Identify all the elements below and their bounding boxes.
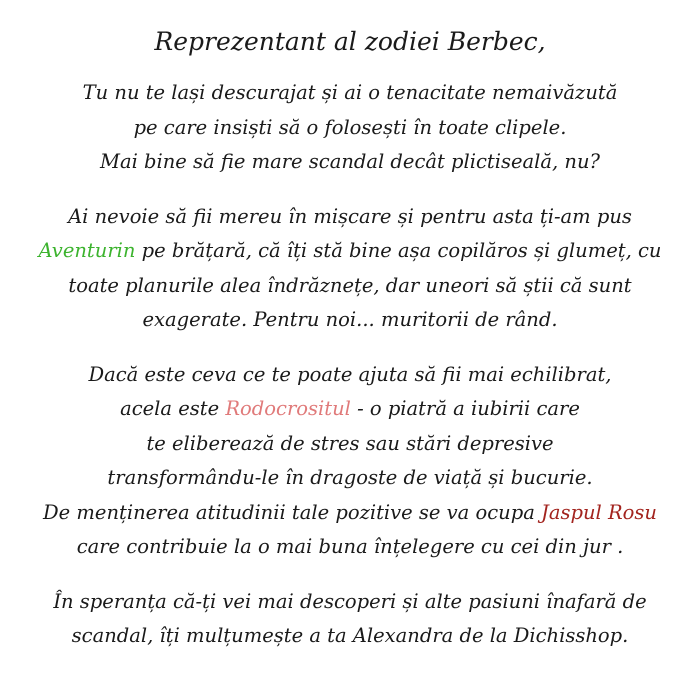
text-line: scandal, îți mulțumește a ta Alexandra de la Dichisshop. bbox=[71, 624, 629, 647]
text-line bbox=[0, 392, 700, 427]
text-line bbox=[0, 234, 700, 269]
text-line: exagerate. Pentru noi... muritorii de rând. bbox=[142, 308, 558, 331]
paragraph-rodocrosit bbox=[0, 358, 700, 565]
paragraph-intro bbox=[0, 76, 700, 180]
text-fragment: acela este bbox=[120, 397, 226, 420]
text-line: Tu nu te lași descurajat și ai o tenacitate nemaivăzută bbox=[82, 81, 618, 104]
text-line: Ai nevoie să fii mereu în mișcare și pentru asta ți-am pus bbox=[68, 204, 632, 228]
text-line bbox=[0, 496, 700, 531]
stone-name-jasp: Jaspul Rosu bbox=[541, 500, 657, 524]
text-line: Dacă este ceva ce te poate ajuta să fii mai echilibrat, bbox=[88, 362, 612, 386]
text-line: transformându-le în dragoste de viață și bucurie. bbox=[107, 466, 593, 489]
text-line: te eliberează de stres sau stări depresive bbox=[146, 431, 554, 455]
stone-name-rodocrosit: Rodocrositul bbox=[225, 397, 351, 420]
letter-title: Reprezentant al zodiei Berbec, bbox=[154, 27, 546, 56]
paragraph-aventurin bbox=[0, 200, 700, 338]
text-line: În speranța că-ți vei mai descoperi și alte pasiuni înafară de bbox=[53, 589, 647, 613]
paragraph-closing bbox=[0, 585, 700, 654]
text-fragment: pe brățară, că îți stă bine așa copilăros și glumeț, cu bbox=[135, 239, 662, 262]
text-fragment: De menținerea atitudinii tale pozitive se va ocupa bbox=[43, 500, 542, 524]
text-fragment: - o piatră a iubirii care bbox=[350, 397, 580, 420]
text-line: Mai bine să fie mare scandal decât plictiseală, nu? bbox=[99, 150, 600, 173]
text-line: care contribuie la o mai buna înțelegere cu cei din jur . bbox=[76, 535, 624, 558]
text-line: toate planurile alea îndrăznețe, dar uneori să știi că sunt bbox=[68, 273, 632, 297]
text-line: pe care insiști să o folosești în toate clipele. bbox=[133, 115, 567, 139]
stone-name-aventurin: Aventurin bbox=[38, 239, 136, 262]
